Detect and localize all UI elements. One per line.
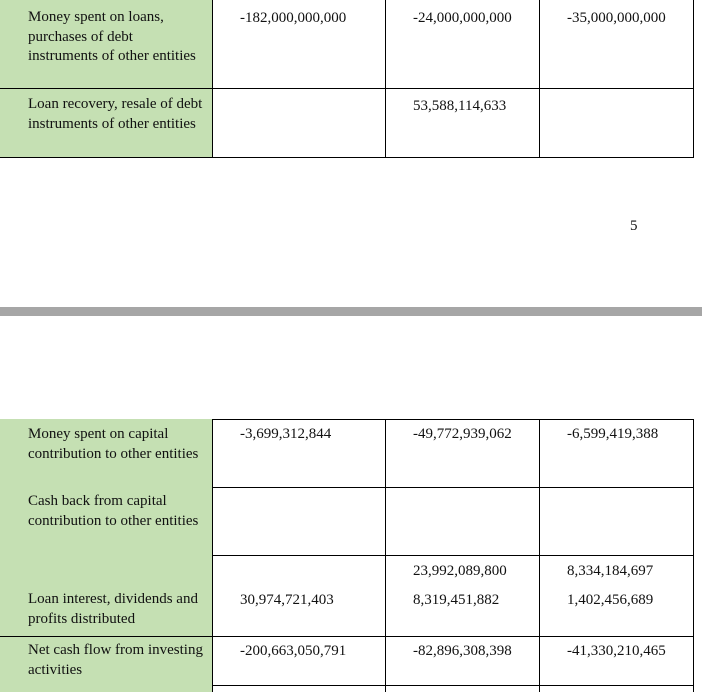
table-rule [212,487,694,488]
table-rule [385,0,386,158]
table-cell: -3,699,312,844 [240,426,332,442]
table-cell: -35,000,000,000 [567,10,666,26]
table-cell: 8,319,451,882 [413,592,500,608]
table-rule [385,419,386,692]
table-rule [539,419,540,692]
table-rule [212,685,694,686]
table-rule [693,0,694,158]
table-cell: 8,334,184,697 [567,563,654,579]
table-cell: -82,896,308,398 [413,643,512,659]
row-label: Loan recovery, resale of debt instruments of other entities [0,89,212,158]
table-rule [212,0,213,158]
table-cell: -49,772,939,062 [413,426,512,442]
table-cell: -41,330,210,465 [567,643,666,659]
table-rule [539,0,540,158]
table-cell: 30,974,721,403 [240,592,334,608]
table-rule [212,555,694,556]
row-label: Money spent on loans, purchases of debt instruments of other entities [0,0,212,88]
row-label: Net cash flow from investing activities [0,636,212,692]
table-cell: 53,588,114,633 [413,98,507,114]
row-label: Money spent on capital contribution to other entities [0,419,212,487]
table-rule [212,419,213,692]
table-rule [212,419,694,420]
page-separator [0,307,702,316]
table-cell: -6,599,419,388 [567,426,659,442]
table-rule [0,157,694,158]
table-rule [0,636,694,637]
table-cell: -182,000,000,000 [240,10,347,26]
row-label: Loan interest, dividends and profits distributed [0,585,212,636]
table-cell: -24,000,000,000 [413,10,512,26]
table-cell: 23,992,089,800 [413,563,507,579]
table-rule [0,88,694,89]
row-label [0,555,212,585]
row-label: Cash back from capital contribution to other entities [0,487,212,555]
table-rule [693,419,694,692]
table-cell: -200,663,050,791 [240,643,347,659]
page-number: 5 [630,218,638,234]
table-cell: 1,402,456,689 [567,592,654,608]
